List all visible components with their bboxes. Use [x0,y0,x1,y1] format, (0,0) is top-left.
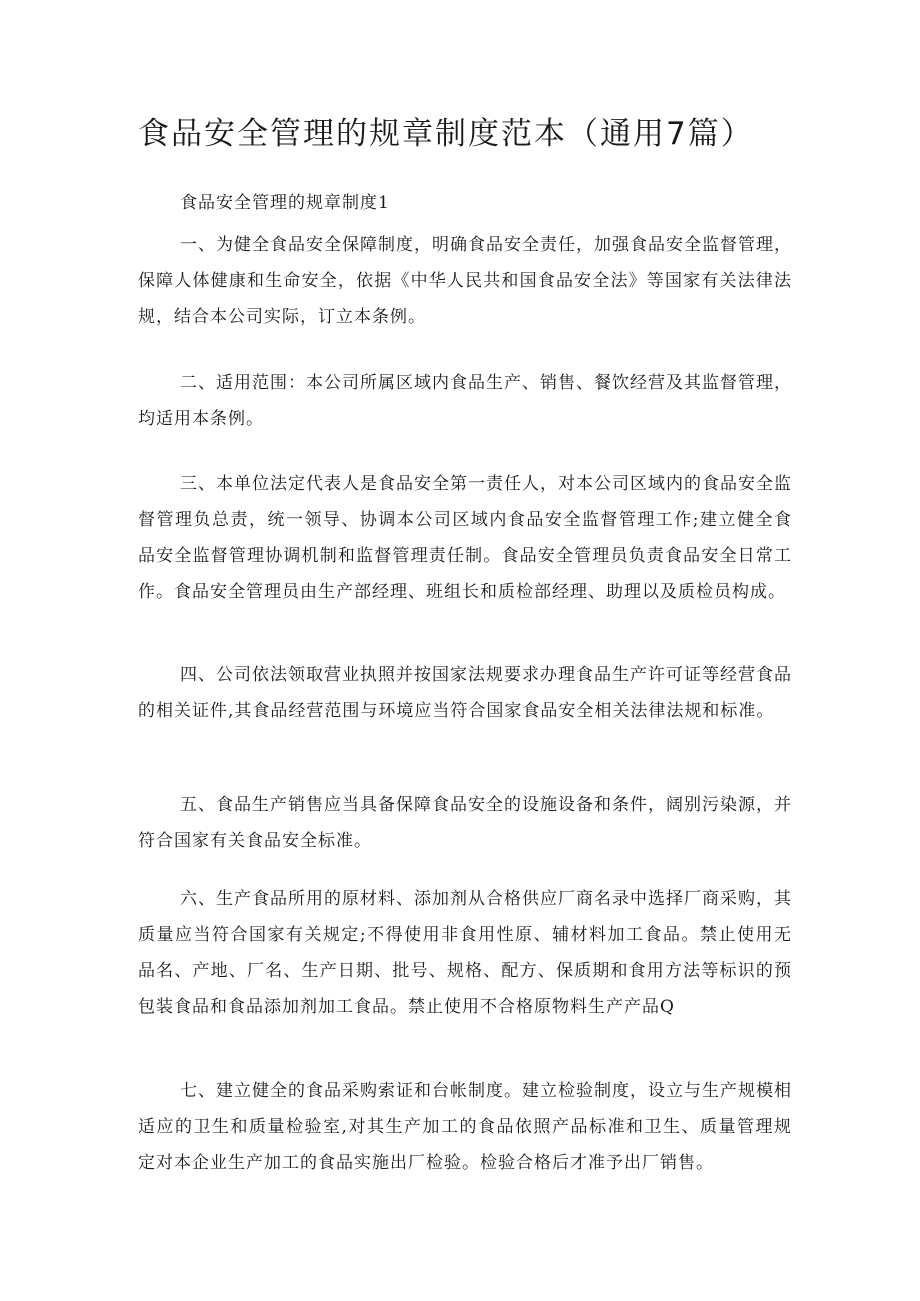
paragraph: 三、本单位法定代表人是食品安全第一责任人，对本公司区域内的食品安全监督管理负总责，统一领导、协调本公司区域内食品安全监督管理工作;建立健全食品安全监督管理协调机制和监督管理责任制。食品安全管理员负责食品安全日常工作。食品安全管理员由生产部经理、班组长和质检部经理、助理以及质检员构成。 [138,474,792,602]
paragraph: 六、生产食品所用的原材料、添加剂从合格供应厂商名录中选择厂商采购，其质量应当符合国家有关规定;不得使用非食用性原、辅材料加工食品。禁止使用无品名、产地、厂名、生产日期、批号、规格、配方、保质期和食用方法等标识的预包装食品和食品添加剂加工食品。禁止使用不合格原物料生产产品Q [138,889,792,1017]
paragraph: 四、公司依法领取营业执照并按国家法规要求办理食品生产许可证等经营食品的相关证件,其食品经营范围与环境应当符合国家食品安全相关法律法规和标准。 [138,665,792,721]
paragraph: 二、适用范围：本公司所属区域内食品生产、销售、餐饮经营及其监督管理，均适用本条例。 [138,373,792,429]
paragraph: 一、为健全食品安全保障制度，明确食品安全责任，加强食品安全监督管理，保障人体健康和生命安全，依据《中华人民共和国食品安全法》等国家有关法律法规，结合本公司实际，订立本条例。 [138,235,792,327]
paragraph: 七、建立健全的食品采购索证和台帐制度。建立检验制度，设立与生产规模相适应的卫生和质量检验室,对其生产加工的食品依照产品标准和卫生、质量管理规定对本企业生产加工的食品实施出厂检验。检验合格后才准予出厂销售。 [138,1081,792,1173]
document-title: 食品安全管理的规章制度范本（通用7篇） [138,116,754,152]
paragraph: 五、食品生产销售应当具备保障食品安全的设施设备和条件，阔别污染源，并符合国家有关食品安全标准。 [138,795,792,851]
section-heading: 食品安全管理的规章制度1 [180,193,390,213]
